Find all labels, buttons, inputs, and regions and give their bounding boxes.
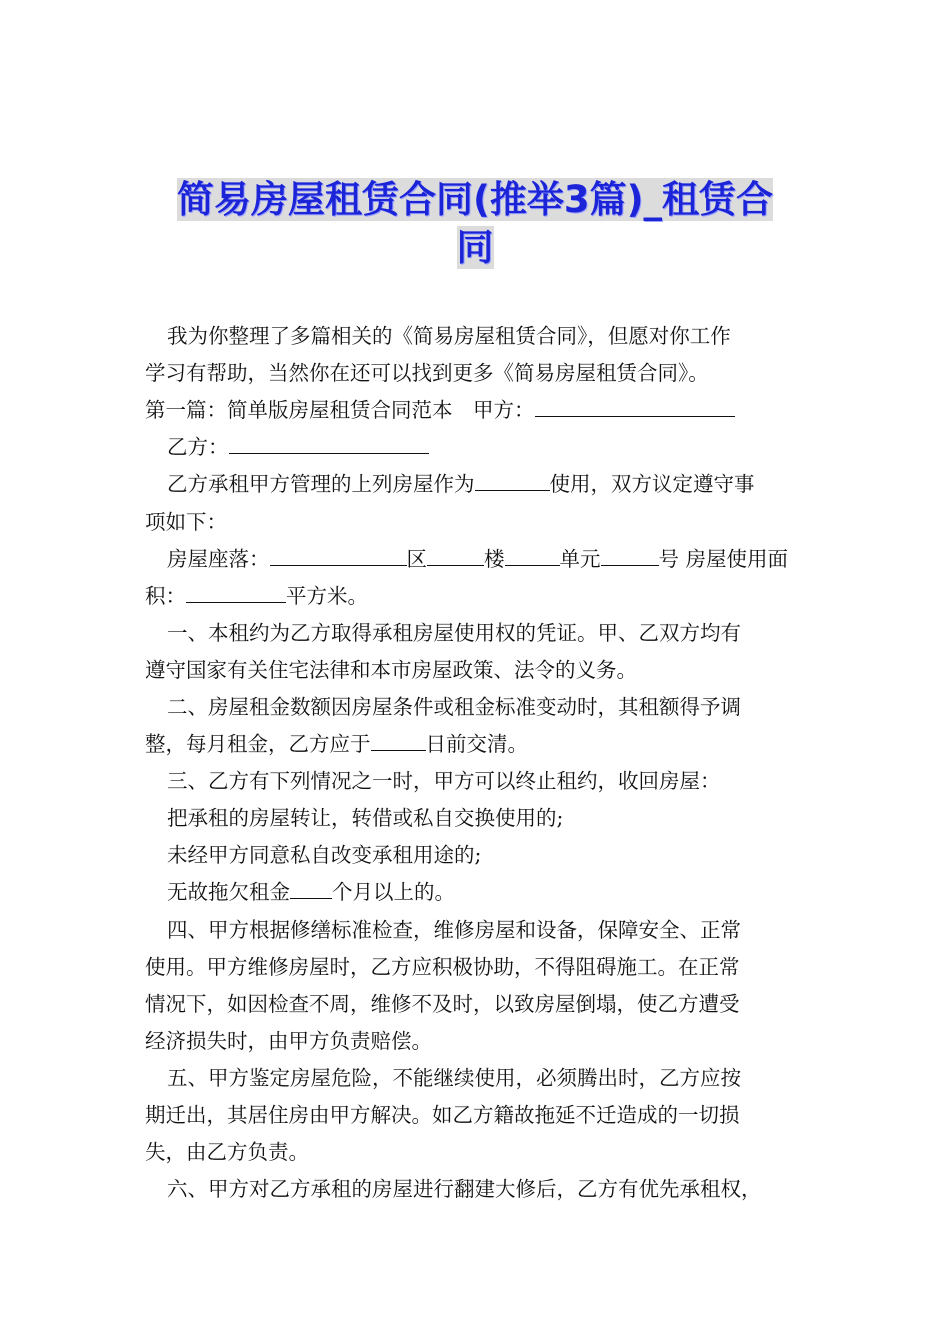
text-segment: 积：: [145, 584, 186, 608]
room-number-blank: [601, 547, 659, 566]
paragraph-line: 五、甲方鉴定房屋危险，不能继续使用，必须腾出时，乙方应按: [167, 1066, 741, 1090]
paragraph-line: 使用。甲方维修房屋时，乙方应积极协助，不得阻碍施工。在正常: [145, 955, 740, 979]
text-segment: 楼: [484, 547, 505, 571]
text-segment: 个月以上的。: [332, 880, 455, 904]
area-blank: [186, 584, 286, 603]
usage-blank: [475, 472, 550, 491]
party-b-label: 乙方：: [167, 435, 229, 459]
document-title: [150, 176, 800, 272]
paragraph-line: 期迁出，其居住房由甲方解决。如乙方籍故拖延不迁造成的一切损: [145, 1103, 740, 1127]
text-segment: 号 房屋使用面: [658, 547, 789, 571]
building-blank: [427, 547, 484, 566]
paragraph-line: 把承租的房屋转让，转借或私自交换使用的;: [167, 806, 564, 830]
paragraph-line: [167, 470, 825, 498]
text-segment: 整，每月租金，乙方应于: [145, 732, 371, 756]
paragraph-line: 学习有帮助，当然你在还可以找到更多《简易房屋租赁合同》。: [145, 361, 709, 385]
text-segment: 区: [406, 547, 427, 571]
paragraph-line: 三、乙方有下列情况之一时，甲方可以终止租约，收回房屋：: [167, 769, 721, 793]
payment-day-blank: [371, 732, 426, 751]
paragraph-line: 我为你整理了多篇相关的《简易房屋租赁合同》，但愿对你工作: [167, 324, 731, 348]
title-line-2: 同: [456, 226, 494, 269]
party-a-blank: [535, 398, 735, 417]
paragraph-line: 遵守国家有关住宅法律和本市房屋政策、法令的义务。: [145, 658, 637, 682]
paragraph-line: 六、甲方对乙方承租的房屋进行翻建大修后，乙方有优先承租权，: [167, 1177, 762, 1201]
text-segment: 乙方承租甲方管理的上列房屋作为: [167, 472, 475, 496]
address-blank: [270, 547, 407, 566]
text-segment: 使用，双方议定遵守事: [549, 472, 755, 496]
text-segment: 平方米。: [286, 584, 368, 608]
text-segment: 无故拖欠租金: [167, 880, 290, 904]
text-segment: 房屋座落：: [167, 547, 270, 571]
paragraph-line: 失，由乙方负责。: [145, 1140, 309, 1164]
party-b-blank: [229, 435, 429, 454]
unit-blank: [505, 547, 560, 566]
paragraph-line: 四、甲方根据修缮标准检查，维修房屋和设备，保障安全、正常: [167, 918, 741, 942]
paragraph-line: 未经甲方同意私自改变承租用途的;: [167, 843, 482, 867]
title-line-1: 简易房屋租赁合同(推举3篇)_租赁合: [176, 178, 774, 221]
paragraph-line: 经济损失时，由甲方负责赔偿。: [145, 1029, 432, 1053]
paragraph-line: 情况下，如因检查不周，维修不及时，以致房屋倒塌，使乙方遭受: [145, 992, 740, 1016]
months-blank: [290, 880, 332, 899]
paragraph-line: 项如下：: [145, 510, 227, 534]
paragraph-line: 二、房屋租金数额因房屋条件或租金标准变动时，其租额得予调: [167, 695, 741, 719]
text-segment: 日前交清。: [425, 732, 528, 756]
party-a-label: 第一篇：简单版房屋租赁合同范本 甲方：: [145, 398, 535, 422]
paragraph-line: [167, 878, 825, 906]
paragraph-line: 一、本租约为乙方取得承租房屋使用权的凭证。甲、乙双方均有: [167, 621, 741, 645]
paragraph-line: [167, 545, 825, 573]
text-segment: 单元: [559, 547, 601, 571]
paragraph-line: [145, 730, 825, 758]
paragraph-line: [145, 582, 825, 610]
paragraph-line: [145, 396, 825, 424]
paragraph-line: [167, 433, 825, 461]
